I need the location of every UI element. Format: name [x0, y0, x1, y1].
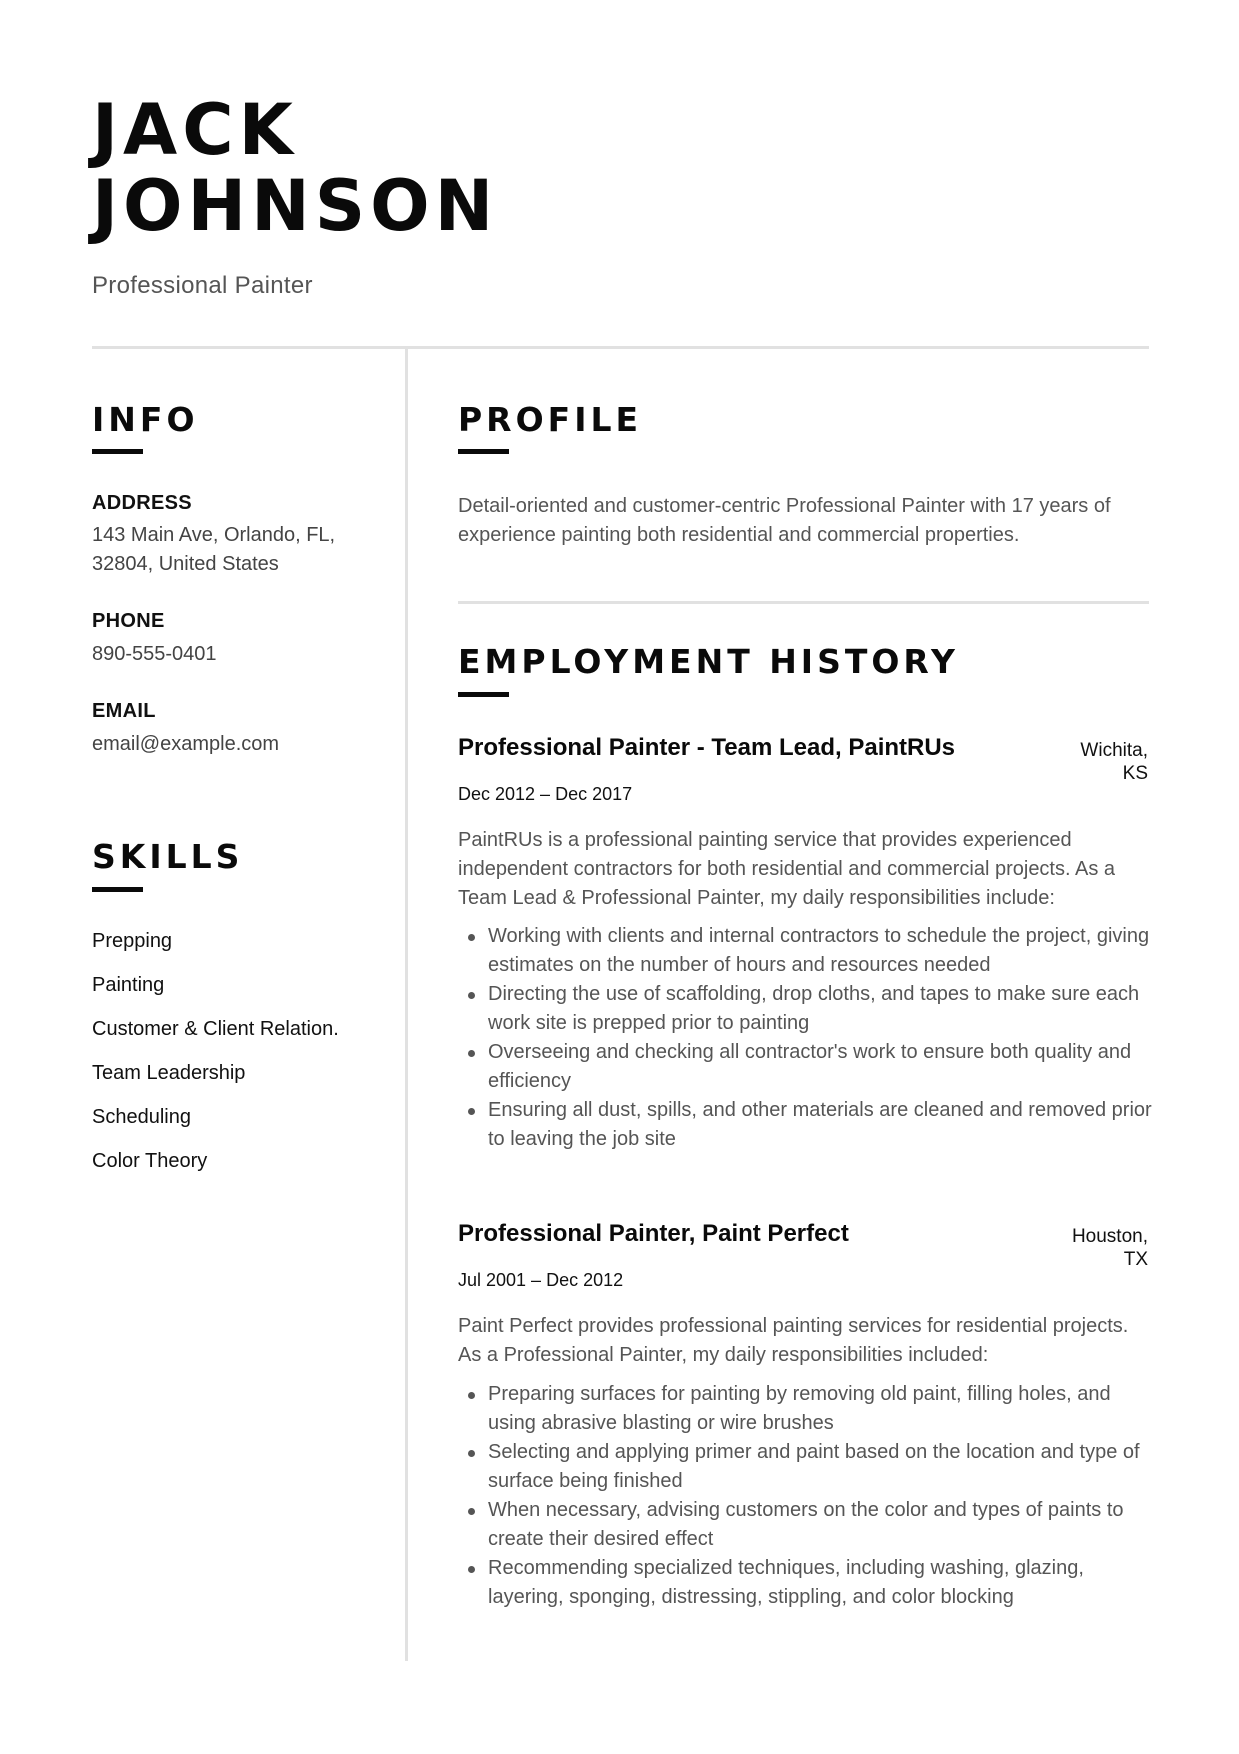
employment-heading: EMPLOYMENT HISTORY	[458, 642, 959, 681]
skill-item: Color Theory	[92, 1150, 208, 1172]
list-item: Selecting and applying primer and paint based on the location and type of surface being finished	[458, 1438, 1158, 1496]
skill-item: Team Leadership	[92, 1062, 246, 1084]
job-location	[988, 1225, 1148, 1271]
skill-item: Prepping	[92, 930, 173, 952]
job-title-heading: Professional Painter, Paint Perfect	[458, 1220, 849, 1247]
phone-value: 890-555-0401	[92, 643, 217, 665]
job-location-city: Wichita,	[1080, 740, 1148, 761]
skills-heading: SKILLS	[92, 837, 244, 876]
skill-item: Painting	[92, 974, 165, 996]
candidate-name	[92, 89, 499, 247]
list-item: Preparing surfaces for painting by removing old paint, filling holes, and using abrasive blasting or wire brushes	[458, 1380, 1158, 1438]
email-value: email@example.com	[92, 733, 280, 755]
address-label: ADDRESS	[92, 492, 192, 514]
job-responsibilities	[458, 922, 1158, 1154]
skill-item: Customer & Client Relation.	[92, 1018, 339, 1040]
header-divider	[92, 346, 1149, 349]
job-title-heading: Professional Painter - Team Lead, PaintRUs	[458, 734, 956, 761]
employment-heading-underline	[458, 692, 509, 697]
job-location	[988, 739, 1148, 785]
profile-summary: Detail-oriented and customer-centric Professional Painter with 17 years of experience painting both residential and commercial properties.	[458, 495, 1111, 546]
job-title: Professional Painter	[92, 272, 313, 299]
list-item: Working with clients and internal contractors to schedule the project, giving estimates on the number of hours and resources needed	[458, 922, 1158, 980]
info-heading: INFO	[92, 400, 199, 439]
info-heading-underline	[92, 449, 143, 454]
list-item: Recommending specialized techniques, including washing, glazing, layering, sponging, distressing, stippling, and color blocking	[458, 1554, 1158, 1612]
phone-label: PHONE	[92, 610, 165, 632]
list-item: Directing the use of scaffolding, drop cloths, and tapes to make sure each work site is prepped prior to painting	[458, 980, 1158, 1038]
job-dates: Jul 2001 – Dec 2012	[458, 1270, 624, 1290]
profile-heading: PROFILE	[458, 400, 643, 439]
job-description: Paint Perfect provides professional painting services for residential projects. As a Professional Painter, my daily responsibilities included:	[458, 1315, 1129, 1366]
list-item: When necessary, advising customers on the color and types of paints to create their desired effect	[458, 1496, 1158, 1554]
address-line-1: 143 Main Ave, Orlando, FL,	[92, 524, 336, 546]
job-description: PaintRUs is a professional painting service that provides experienced independent contractors for both residential and commercial projects. As a Team Lead & Professional Painter, my daily responsibilities include:	[458, 829, 1116, 909]
first-name: JACK	[92, 89, 298, 171]
job-location-city: Houston,	[1071, 1226, 1148, 1247]
last-name: JOHNSON	[92, 165, 499, 247]
skills-heading-underline	[92, 887, 143, 892]
column-divider	[405, 349, 408, 1661]
job-location-state: KS	[1122, 763, 1148, 784]
profile-heading-underline	[458, 449, 509, 454]
skill-item: Scheduling	[92, 1106, 191, 1128]
job-dates: Dec 2012 – Dec 2017	[458, 784, 633, 804]
email-label: EMAIL	[92, 700, 156, 722]
job-location-state: TX	[1123, 1249, 1148, 1270]
job-responsibilities	[458, 1380, 1158, 1612]
list-item: Ensuring all dust, spills, and other materials are cleaned and removed prior to leaving the job site	[458, 1096, 1158, 1154]
address-line-2: 32804, United States	[92, 553, 279, 575]
list-item: Overseeing and checking all contractor's work to ensure both quality and efficiency	[458, 1038, 1158, 1096]
profile-divider	[458, 601, 1149, 604]
